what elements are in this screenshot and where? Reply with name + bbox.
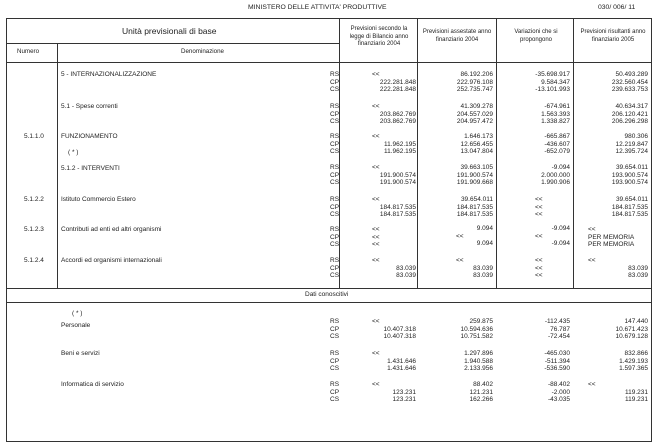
row-col2-cs: 9.094 — [476, 240, 493, 247]
row-col3-cs: -9.094 — [551, 240, 570, 247]
row-codes: RS CP CS — [330, 196, 340, 219]
row-number: 5.1.1.0 — [24, 133, 44, 140]
page-code: 030/ 006/ 11 — [598, 4, 636, 11]
dati-col1: << 1.431.646 1.431.646 — [372, 350, 416, 373]
denominazione-header: Denominazione — [181, 48, 224, 55]
row-col3: -35.698.917 9.584.347 -13.101.993 — [535, 71, 570, 94]
row-number: 5.1.2.4 — [24, 257, 44, 264]
frame-left — [6, 18, 7, 442]
numero-header: Numero — [17, 48, 40, 55]
row-col4: << PER MEMORIA PER MEMORIA — [588, 226, 635, 249]
dati-col4: << 119.231 119.231 — [588, 381, 648, 404]
col4-header: Previsioni risultanti anno finanziario 2005 — [580, 29, 646, 43]
dati-top-line — [6, 288, 652, 289]
row-col2-rs: 9.094 — [476, 225, 493, 232]
row-col4: 39.654.011 193.900.574 193.900.574 — [611, 164, 648, 187]
dati-under-line — [6, 302, 652, 303]
row-col3: << << << — [535, 257, 543, 280]
row-note-star: ( * ) — [68, 149, 79, 156]
row-col2-cp: << — [456, 233, 464, 240]
dati-col1: << 10.407.318 10.407.318 — [372, 318, 416, 341]
row-col3-rs: -9.094 — [551, 225, 570, 232]
row-col1: << 184.817.535 184.817.535 — [372, 196, 416, 219]
dati-col4: 147.440 10.671.423 10.679.128 — [615, 318, 648, 341]
unita-underline — [6, 43, 339, 44]
row-codes: RS CP CS — [330, 133, 340, 156]
row-col4: 980.306 12.219.847 12.395.724 — [615, 133, 648, 156]
row-col2: 41.309.278 204.557.029 204.957.472 — [456, 103, 493, 126]
row-col4: 39.654.011 184.817.535 184.817.535 — [611, 196, 648, 219]
dati-codes: RS CP CS — [330, 318, 340, 341]
row-col2: 86.192.206 222.976.108 252.735.747 — [456, 71, 493, 94]
dati-name: Personale — [61, 322, 91, 329]
dati-title: Dati conoscitivi — [305, 291, 349, 298]
row-col2: 39.663.105 191.900.574 191.909.668 — [456, 164, 493, 187]
row-codes: RS CP CS — [330, 71, 340, 94]
row-number: 5.1.2.3 — [24, 226, 44, 233]
row-col3-cp: << — [535, 233, 543, 240]
row-col1: << 83.039 83.039 — [372, 257, 416, 280]
dati-name: Informatica di servizio — [61, 381, 124, 388]
row-name: 5.1 - Spese correnti — [61, 103, 118, 110]
row-codes: RS CP CS — [330, 103, 340, 126]
row-codes: RS CP CS — [330, 257, 340, 280]
row-name: 5 - INTERNAZIONALIZZAZIONE — [61, 71, 157, 78]
frame-right — [651, 18, 652, 442]
dati-codes: RS CP CS — [330, 350, 340, 373]
row-col4: 50.493.289 232.560.454 239.633.753 — [611, 71, 648, 94]
dati-col2: 259.875 10.594.636 10.751.582 — [460, 318, 493, 341]
col2-header: Previsioni assestate anno finanziario 2004 — [422, 29, 492, 43]
row-codes: RS CP CS — [330, 164, 340, 187]
row-col1: << 222.281.848 222.281.848 — [372, 71, 416, 94]
ministry-title: MINISTERO DELLE ATTIVITA' PRODUTTIVE — [248, 4, 387, 11]
dati-codes: RS CP CS — [330, 381, 340, 404]
unita-header: Unità previsionali di base — [122, 26, 217, 36]
row-col1: << 11.962.195 11.962.195 — [372, 133, 416, 156]
dati-col2: 1.297.896 1.940.588 2.133.956 — [464, 350, 493, 373]
row-codes: RS CP CS — [330, 226, 340, 249]
row-col1: << 203.862.769 203.862.769 — [372, 103, 416, 126]
dati-col4: 832.866 1.429.193 1.597.365 — [619, 350, 648, 373]
numero-divider — [57, 43, 58, 288]
row-col1: << 191.900.574 191.900.574 — [372, 164, 416, 187]
col1-header: Previsioni secondo la legge di Bilancio anno finanziario 2004 — [349, 26, 409, 47]
row-name: Accordi ed organismi internazionali — [61, 257, 162, 264]
row-col2: << 83.039 83.039 — [456, 257, 493, 280]
frame-top — [6, 18, 652, 19]
row-col2: 39.654.011 184.817.535 184.817.535 — [456, 196, 493, 219]
dati-name: Beni e servizi — [61, 350, 100, 357]
row-name: Istituto Commercio Estero — [61, 196, 136, 203]
frame-bottom — [6, 441, 652, 442]
row-name: FUNZIONAMENTO — [61, 133, 118, 140]
row-name: 5.1.2 - INTERVENTI — [61, 165, 120, 172]
row-col1: << << << — [372, 226, 380, 249]
dati-col3: -465.030 -511.394 -536.590 — [544, 350, 570, 373]
row-col4: 40.634.317 206.120.421 206.296.298 — [611, 103, 648, 126]
row-col3: << << << — [535, 196, 543, 219]
row-number: 5.1.2.2 — [24, 196, 44, 203]
row-col4: << 83.039 83.039 — [588, 257, 648, 280]
row-col2: 1.646.173 12.656.455 13.047.804 — [460, 133, 493, 156]
col3-header: Variazioni che si propongono — [514, 29, 558, 43]
dati-star: ( * ) — [72, 310, 83, 317]
dati-col3: -112.435 76.787 -72.454 — [544, 318, 570, 341]
row-col3: -674.961 1.563.393 1.338.827 — [541, 103, 570, 126]
header-separator — [6, 62, 652, 63]
row-col3: -665.867 -436.607 -652.079 — [544, 133, 570, 156]
dati-col3: -88.402 -2.000 -43.035 — [547, 381, 570, 404]
dati-col1: << 123.231 123.231 — [372, 381, 416, 404]
dati-col2: 88.402 121.231 162.266 — [469, 381, 493, 404]
row-col3: -9.094 2.000.000 1.990.906 — [541, 164, 570, 187]
row-name: Contributi ad enti ed altri organismi — [61, 226, 162, 233]
